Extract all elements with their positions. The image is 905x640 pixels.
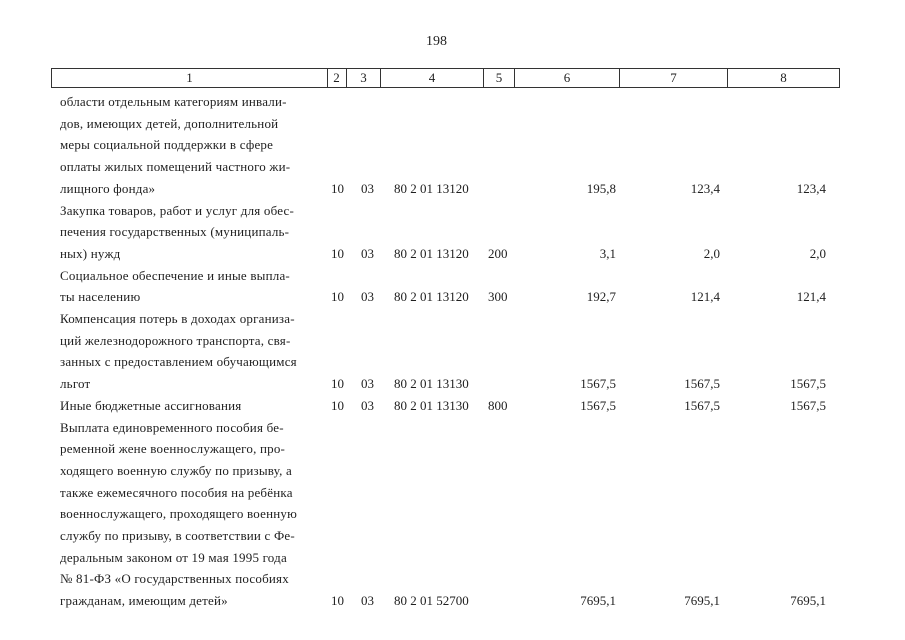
row-description: ходящего военную службу по призыву, а (60, 462, 292, 478)
cell-amount-col7: 1567,5 (684, 376, 720, 392)
cell-subsection: 03 (361, 376, 374, 392)
row-description: ных) нужд (60, 245, 121, 261)
cell-target-article: 80 2 01 13120 (394, 289, 469, 305)
cell-section: 10 (331, 397, 344, 413)
row-description: области отдельным категориям инвали- (60, 94, 287, 109)
column-header-4: 4 (381, 68, 484, 88)
page-number: 198 (426, 34, 447, 49)
cell-amount-col6: 192,7 (586, 289, 616, 305)
cell-amount-col8: 121,4 (796, 289, 826, 305)
cell-amount-col6: 3,1 (599, 245, 616, 261)
cell-target-article: 80 2 01 13130 (394, 376, 469, 392)
cell-section: 10 (331, 245, 344, 261)
table-row (0, 503, 905, 525)
table-row (0, 417, 905, 439)
table-row (0, 221, 905, 243)
table-row (0, 286, 905, 308)
cell-amount-col7: 2,0 (703, 245, 720, 261)
cell-target-article: 80 2 01 52700 (394, 593, 469, 609)
table-row (0, 373, 905, 395)
row-description: гражданам, имеющим детей» (60, 593, 228, 609)
row-description: Компенсация потерь в доходах организа- (60, 311, 295, 326)
table-row (0, 308, 905, 330)
column-header-3: 3 (347, 68, 381, 88)
row-description: лищного фонда» (60, 180, 156, 196)
table-row (0, 113, 905, 135)
column-header-1: 1 (51, 68, 328, 88)
column-header-row (51, 68, 840, 88)
cell-amount-col8: 1567,5 (790, 397, 826, 413)
cell-section: 10 (331, 593, 344, 609)
table-row (0, 590, 905, 612)
row-description: службу по призыву, в соответствии с Фе- (60, 528, 295, 543)
table-row (0, 178, 905, 200)
cell-subsection: 03 (361, 289, 374, 305)
cell-section: 10 (331, 180, 344, 196)
cell-amount-col7: 1567,5 (684, 397, 720, 413)
row-description: Социальное обеспечение и иные выпла- (60, 267, 290, 283)
row-description: меры социальной поддержки в сфере (60, 137, 274, 153)
cell-target-article: 80 2 01 13130 (394, 397, 469, 413)
cell-subsection: 03 (361, 180, 374, 196)
cell-expense-type: 200 (488, 245, 508, 261)
cell-amount-col6: 7695,1 (580, 593, 616, 609)
table-row (0, 265, 905, 287)
row-description: занных с предоставлением обучающимся (60, 354, 297, 370)
column-header-8: 8 (728, 68, 840, 88)
table-row (0, 547, 905, 569)
cell-section: 10 (331, 289, 344, 305)
cell-amount-col8: 123,4 (796, 180, 826, 196)
table-row (0, 330, 905, 352)
column-header-5: 5 (484, 68, 515, 88)
table-row (0, 568, 905, 590)
cell-expense-type: 300 (488, 289, 508, 305)
row-description: льгот (60, 376, 91, 392)
row-description: Иные бюджетные ассигнования (60, 397, 242, 413)
row-description: деральным законом от 19 мая 1995 года (60, 549, 287, 565)
row-description: № 81-ФЗ «О государственных пособиях (60, 571, 289, 587)
cell-subsection: 03 (361, 593, 374, 609)
cell-section: 10 (331, 376, 344, 392)
cell-amount-col8: 2,0 (809, 245, 826, 261)
table-row (0, 156, 905, 178)
column-header-6: 6 (515, 68, 620, 88)
table-row (0, 91, 905, 113)
cell-amount-col6: 195,8 (586, 180, 616, 196)
cell-subsection: 03 (361, 397, 374, 413)
row-description: ты населению (60, 289, 141, 305)
cell-target-article: 80 2 01 13120 (394, 245, 469, 261)
table-row (0, 525, 905, 547)
column-header-2: 2 (327, 68, 347, 88)
row-description: Закупка товаров, работ и услуг для обес- (60, 202, 295, 218)
cell-amount-col6: 1567,5 (580, 397, 616, 413)
table-row (0, 460, 905, 482)
row-description: Выплата единовременного пособия бе- (60, 419, 284, 435)
table-row (0, 243, 905, 265)
cell-amount-col8: 1567,5 (790, 376, 826, 392)
row-description: ций железнодорожного транспорта, свя- (60, 332, 291, 348)
row-description: военнослужащего, проходящего военную (60, 506, 298, 522)
cell-amount-col6: 1567,5 (580, 376, 616, 392)
cell-amount-col7: 7695,1 (684, 593, 720, 609)
column-header-7: 7 (620, 68, 728, 88)
cell-subsection: 03 (361, 245, 374, 261)
table-row (0, 482, 905, 504)
row-description: дов, имеющих детей, дополнительной (60, 115, 279, 131)
cell-expense-type: 800 (488, 397, 508, 413)
cell-amount-col7: 121,4 (690, 289, 720, 305)
cell-target-article: 80 2 01 13120 (394, 180, 469, 196)
table-row (0, 134, 905, 156)
row-description: оплаты жилых помещений частного жи- (60, 159, 291, 175)
row-description: ременной жене военнослужащего, про- (60, 441, 286, 457)
cell-amount-col7: 123,4 (690, 180, 720, 196)
table-row (0, 351, 905, 373)
row-description: также ежемесячного пособия на ребёнка (60, 484, 293, 500)
table-row (0, 395, 905, 417)
cell-amount-col8: 7695,1 (790, 593, 826, 609)
table-row (0, 200, 905, 222)
row-description: печения государственных (муниципаль- (60, 224, 290, 240)
table-row (0, 438, 905, 460)
